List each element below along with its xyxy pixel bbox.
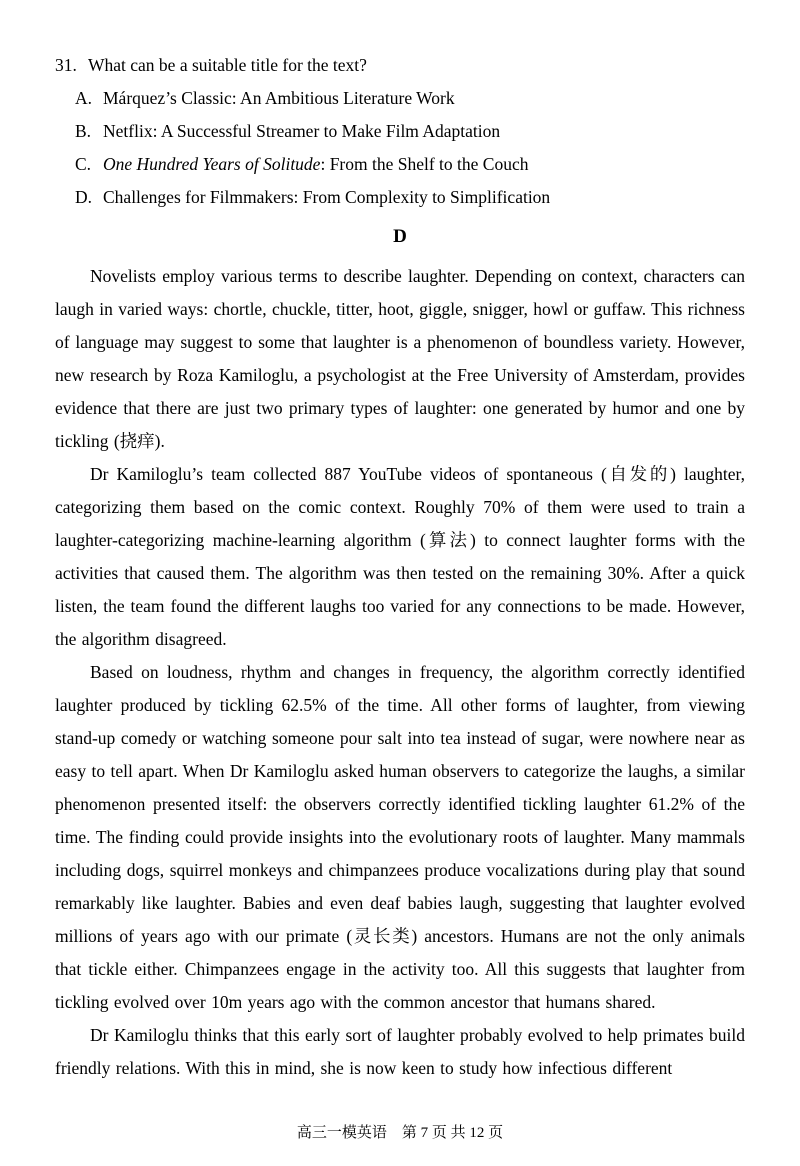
option-a-plain: Márquez’s Classic: An Ambitious Literature Work: [103, 88, 455, 108]
passage-paragraph-3: Based on loudness, rhythm and changes in frequency, the algorithm correctly identified laughter produced by tickling 62.5% of the time. All other forms of laughter, from viewing stand-up comedy or watching someone pour salt into tea instead of sugar, were nowhere near as easy to tell apart. When Dr Kamiloglu asked human observers to categorize the laughs, a similar phenomenon presented itself: the observers correctly identified tickling laughter 61.2% of the time. The finding could provide insights into the evolutionary roots of laughter. Many mammals including dogs, squirrel monkeys and chimpanzees produce vocalizations during play that sound remarkably like laughter. Babies and even deaf babies laugh, suggesting that laughter evolved millions of years ago with our primate (灵长类) ancestors. Humans are not the only animals that tickle either. Chimpanzees engage in the activity too. All this suggests that laughter from tickling evolved over 10m years ago with the common ancestor that humans shared.: [55, 662, 745, 1012]
option-c-text: [103, 148, 745, 181]
option-c-label: C.: [75, 154, 92, 174]
option-a-text: [103, 82, 745, 115]
option-b-label: B.: [75, 121, 92, 141]
option-c: [55, 148, 745, 181]
option-b-text: [103, 115, 745, 148]
option-b: [55, 115, 745, 148]
option-b-plain: Netflix: A Successful Streamer to Make Film Adaptation: [103, 121, 501, 141]
passage-paragraph-2: Dr Kamiloglu’s team collected 887 YouTube videos of spontaneous (自发的) laughter, categorizing them based on the comic context. Roughly 70% of them were used to train a laughter-categorizing machine-learning algorithm (算法) to connect laughter forms with the activities that caused them. The algorithm was then tested on the remaining 30%. After a quick listen, the team found the different laughs too varied for any connections to be made. However, the algorithm disagreed.: [55, 464, 745, 649]
question-number: 31.: [55, 55, 77, 75]
option-c-italic-book-title: One Hundred Years of Solitude: [103, 154, 321, 174]
option-d-label: D.: [75, 187, 93, 207]
option-d: [55, 181, 745, 214]
question-stem: What can be a suitable title for the text?: [88, 55, 367, 75]
option-d-text: [103, 181, 745, 214]
option-c-plain: : From the Shelf to the Couch: [320, 154, 529, 174]
passage-paragraph-4: Dr Kamiloglu thinks that this early sort of laughter probably evolved to help primates build friendly relations. With this in mind, she is now keen to study how infectious different: [55, 1025, 745, 1078]
question-31: [55, 49, 745, 82]
page-footer: 高三一模英语 第 7 页 共 12 页: [296, 1125, 504, 1141]
passage-paragraph-1: Novelists employ various terms to describe laughter. Depending on context, characters can laugh in varied ways: chortle, chuckle, titter, hoot, giggle, snigger, howl or guffaw. This richness of language may suggest to some that laughter is a phenomenon of boundless variety. However, new research by Roza Kamiloglu, a psychologist at the Free University of Amsterdam, provides evidence that there are just two primary types of laughter: one generated by humor and one by tickling (挠痒).: [55, 266, 745, 451]
option-d-plain: Challenges for Filmmakers: From Complexity to Simplification: [103, 187, 551, 207]
option-a-label: A.: [75, 88, 93, 108]
option-a: [55, 82, 745, 115]
passage-section-label: D: [393, 226, 407, 247]
